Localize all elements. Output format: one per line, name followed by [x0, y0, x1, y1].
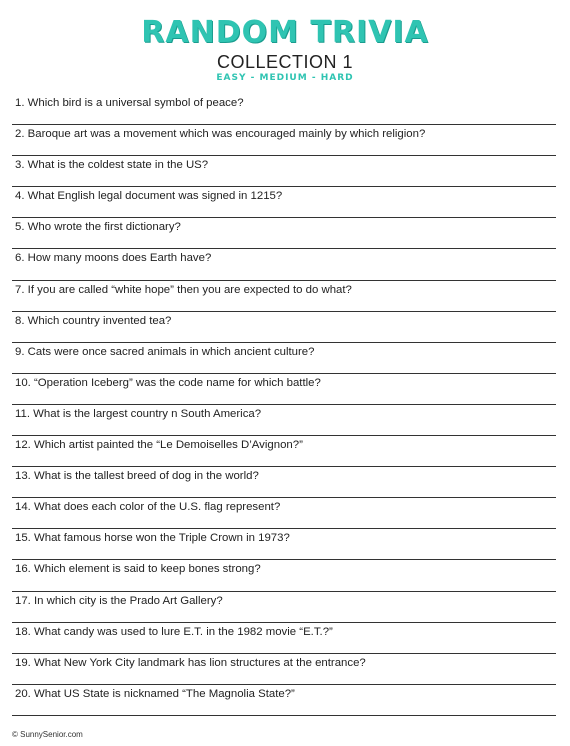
question-item: 19. What New York City landmark has lion structures at the entrance?: [12, 654, 556, 685]
question-item: 4. What English legal document was signed in 1215?: [12, 187, 556, 218]
question-item: 7. If you are called “white hope” then you are expected to do what?: [12, 281, 556, 312]
question-list: [12, 94, 556, 716]
question-item: 18. What candy was used to lure E.T. in the 1982 movie “E.T.?”: [12, 623, 556, 654]
question-item: 20. What US State is nicknamed “The Magnolia State?”: [12, 685, 556, 716]
question-item: 9. Cats were once sacred animals in which ancient culture?: [12, 343, 556, 374]
question-item: 14. What does each color of the U.S. flag represent?: [12, 498, 556, 529]
question-item: 1. Which bird is a universal symbol of peace?: [12, 94, 556, 125]
copyright-footer: © SunnySenior.com: [12, 730, 83, 739]
question-item: 10. “Operation Iceberg” was the code name for which battle?: [12, 374, 556, 405]
question-item: 16. Which element is said to keep bones strong?: [12, 560, 556, 591]
difficulty-levels: EASY - MEDIUM - HARD: [216, 73, 354, 83]
question-item: 13. What is the tallest breed of dog in the world?: [12, 467, 556, 498]
worksheet-header: [0, 0, 570, 84]
question-item: 17. In which city is the Prado Art Gallery?: [12, 592, 556, 623]
question-item: 5. Who wrote the first dictionary?: [12, 218, 556, 249]
question-item: 15. What famous horse won the Triple Crown in 1973?: [12, 529, 556, 560]
question-item: 11. What is the largest country n South America?: [12, 405, 556, 436]
question-item: 12. Which artist painted the “Le Demoiselles D’Avignon?”: [12, 436, 556, 467]
question-item: 6. How many moons does Earth have?: [12, 249, 556, 280]
question-item: 8. Which country invented tea?: [12, 312, 556, 343]
collection-subtitle: COLLECTION 1: [216, 52, 354, 72]
question-item: 2. Baroque art was a movement which was encouraged mainly by which religion?: [12, 125, 556, 156]
question-item: 3. What is the coldest state in the US?: [12, 156, 556, 187]
worksheet-title: RANDOM TRIVIA: [141, 15, 429, 50]
